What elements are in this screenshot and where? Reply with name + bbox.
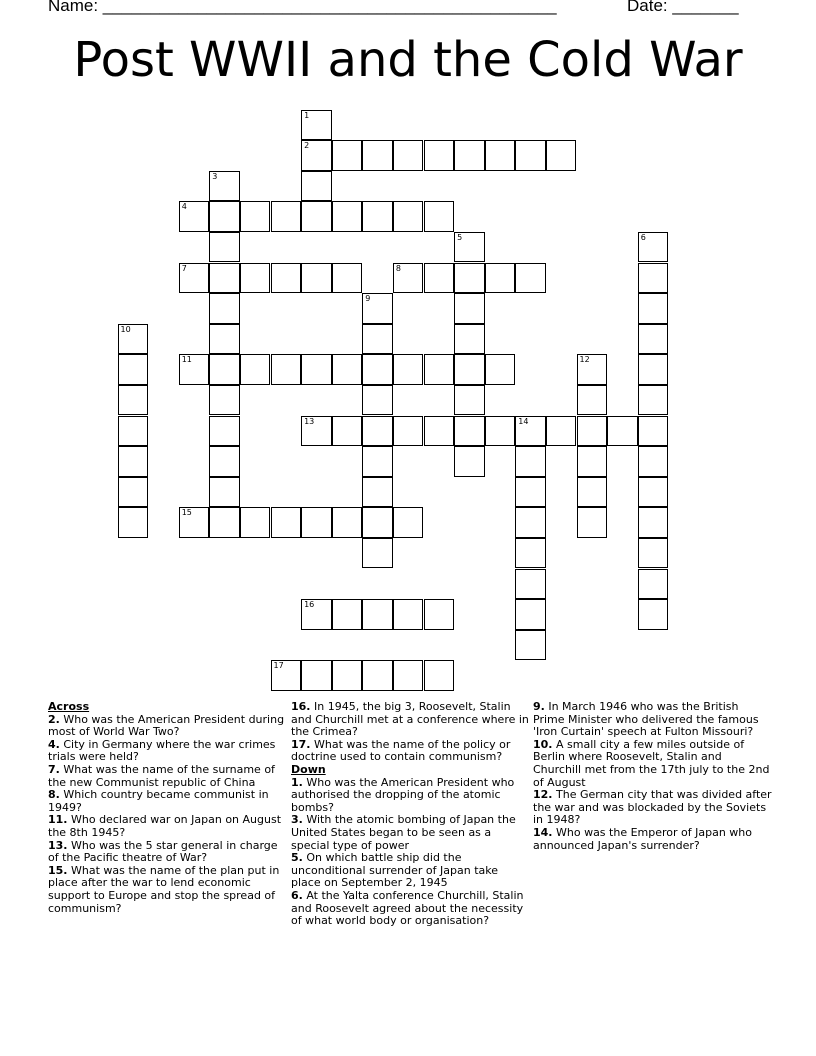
crossword-cell[interactable] [362,599,393,630]
crossword-cell[interactable] [362,477,393,508]
clue-text: What was the name of the surname of the new Communist republic of China [48,762,275,789]
clue-text: What was the name of the policy or doctrine used to contain communism? [291,737,511,764]
clue-number-label: 2. [48,712,60,726]
crossword-cell[interactable] [332,507,363,538]
clue [291,701,531,739]
crossword-cell[interactable] [362,416,393,447]
crossword-cell[interactable] [638,599,669,630]
clue-number-label: 5. [291,851,303,865]
clue-number: 16 [304,600,315,610]
clue-number-label: 16. [291,700,311,713]
crossword-cell[interactable] [515,446,546,477]
down-clue-list [291,777,531,928]
clues-column-1 [48,701,288,915]
clue-text: With the atomic bombing of Japan the United States began to be seen as a special type of power [291,813,516,852]
crossword-cell[interactable] [118,385,149,416]
crossword-cell[interactable] [118,446,149,477]
clue-number-label: 8. [48,788,60,802]
crossword-cell[interactable] [577,477,608,508]
clue [291,739,531,764]
crossword-cell[interactable] [424,263,455,294]
clue [48,840,288,865]
crossword-cell[interactable] [209,477,240,508]
crossword-cell[interactable] [393,599,424,630]
crossword-cell[interactable] [301,507,332,538]
crossword-cell[interactable] [209,171,240,202]
crossword-cell[interactable] [332,416,363,447]
crossword-cell[interactable] [454,416,485,447]
crossword-cell[interactable] [515,569,546,600]
crossword-cell[interactable] [454,354,485,385]
crossword-cell[interactable] [546,140,577,171]
crossword-cell[interactable] [607,416,638,447]
across-clue-list [48,714,288,916]
clue [48,789,288,814]
name-field-label: Name: ________________________________________________ [48,0,557,15]
clue-number: 2 [304,141,310,151]
clue [533,739,773,789]
crossword-cell[interactable] [332,599,363,630]
crossword-cell[interactable] [332,140,363,171]
crossword-cell[interactable] [118,324,149,355]
across-clue-list-continued [291,701,531,764]
crossword-cell[interactable] [577,446,608,477]
crossword-cell[interactable] [577,354,608,385]
crossword-cell[interactable] [424,416,455,447]
crossword-cell[interactable] [179,201,210,232]
crossword-cell[interactable] [638,416,669,447]
crossword-cell[interactable] [515,507,546,538]
across-heading: Across [48,700,90,713]
clue-number-label: 12. [533,788,553,802]
clue [48,865,288,915]
clue-number: 4 [181,202,187,212]
crossword-cell[interactable] [240,201,271,232]
crossword-cell[interactable] [454,446,485,477]
crossword-cell[interactable] [515,140,546,171]
clue-number: 11 [181,355,192,365]
crossword-cell[interactable] [301,660,332,691]
crossword-cell[interactable] [301,110,332,141]
clue-number: 7 [181,263,187,273]
crossword-cell[interactable] [209,385,240,416]
crossword-cell[interactable] [515,416,546,447]
crossword-cell[interactable] [301,171,332,202]
crossword-cell[interactable] [638,293,669,324]
clue-number-label: 7. [48,762,60,776]
crossword-cell[interactable] [638,507,669,538]
clue [48,714,288,739]
crossword-cell[interactable] [271,201,302,232]
crossword-cell[interactable] [485,140,516,171]
crossword-cell[interactable] [638,385,669,416]
date-field-label: Date: _______ [627,0,739,15]
crossword-cell[interactable] [485,354,516,385]
crossword-cell[interactable] [118,507,149,538]
clue-text: A small city a few miles outside of Berlin where Roosevelt, Stalin and Churchill met from the 17th july to the 2nd of August [533,737,770,789]
crossword-cell[interactable] [424,140,455,171]
crossword-cell[interactable] [332,660,363,691]
down-clue-list-continued [533,701,773,852]
crossword-cell[interactable] [577,385,608,416]
crossword-cell[interactable] [638,263,669,294]
crossword-cell[interactable] [209,232,240,263]
crossword-cell[interactable] [332,354,363,385]
clue-number: 14 [518,416,529,426]
clue [48,739,288,764]
crossword-cell[interactable] [301,140,332,171]
crossword-cell[interactable] [179,507,210,538]
clue [48,814,288,839]
clue-number-label: 13. [48,838,68,852]
crossword-cell[interactable] [209,354,240,385]
clue-text: The German city that was divided after the war and was blockaded by the Soviets in 1948? [533,788,772,827]
clue-number-label: 6. [291,888,303,902]
crossword-cell[interactable] [638,324,669,355]
crossword-cell[interactable] [362,293,393,324]
crossword-cell[interactable] [362,507,393,538]
crossword-cell[interactable] [515,263,546,294]
crossword-cell[interactable] [332,201,363,232]
crossword-cell[interactable] [362,324,393,355]
crossword-cell[interactable] [209,324,240,355]
crossword-cell[interactable] [301,263,332,294]
clue-number: 12 [579,355,590,365]
clues-column-3 [533,701,773,852]
crossword-cell[interactable] [424,354,455,385]
crossword-cell[interactable] [454,140,485,171]
crossword-cell[interactable] [546,416,577,447]
crossword-cell[interactable] [424,599,455,630]
crossword-cell[interactable] [209,293,240,324]
crossword-cell[interactable] [301,599,332,630]
crossword-cell[interactable] [485,263,516,294]
crossword-cell[interactable] [301,201,332,232]
clue-number: 15 [181,508,192,518]
crossword-cell[interactable] [209,446,240,477]
clue [533,827,773,852]
crossword-cell[interactable] [638,354,669,385]
clue-number-label: 1. [291,775,303,789]
crossword-cell[interactable] [393,416,424,447]
crossword-cell[interactable] [240,354,271,385]
clue-number: 9 [365,294,371,304]
crossword-cell[interactable] [577,507,608,538]
clue [291,814,531,852]
crossword-cell[interactable] [209,507,240,538]
clue-text: In March 1946 who was the British Prime Minister who delivered the famous 'Iron Curtain' speech at Fulton Missouri? [533,700,759,739]
clue [48,764,288,789]
clue-number: 8 [395,263,401,273]
crossword-cell[interactable] [638,477,669,508]
crossword-cell[interactable] [271,354,302,385]
crossword-cell[interactable] [454,263,485,294]
clue-number-label: 14. [533,825,553,839]
crossword-cell[interactable] [118,477,149,508]
crossword-cell[interactable] [424,201,455,232]
clue-number-label: 10. [533,737,553,751]
crossword-cell[interactable] [454,324,485,355]
clues-column-2 [291,701,531,928]
crossword-cell[interactable] [454,293,485,324]
clue-number: 6 [640,232,646,242]
crossword-cell[interactable] [393,354,424,385]
crossword-cell[interactable] [638,446,669,477]
clue-text: At the Yalta conference Churchill, Stalin and Roosevelt agreed about the necessity of what world body or organisation? [291,888,524,928]
crossword-cell[interactable] [393,201,424,232]
crossword-cell[interactable] [362,660,393,691]
clue-number: 13 [304,416,315,426]
crossword-cell[interactable] [118,354,149,385]
crossword-cell[interactable] [362,538,393,569]
clue [291,777,531,815]
clue-text: Who was the American President who authorised the dropping of the atomic bombs? [291,775,515,814]
crossword-cell[interactable] [332,263,363,294]
clue-number: 17 [273,661,284,671]
clue-number: 1 [304,110,310,120]
clue-text: Who was the American President during most of World War Two? [48,712,285,739]
clue-text: Who was the 5 star general in charge of the Pacific theatre of War? [48,838,278,865]
crossword-cell[interactable] [209,263,240,294]
clue-number-label: 4. [48,737,60,751]
clue-number: 10 [120,324,131,334]
clue-text: What was the name of the plan put in place after the war to lend economic support to Europe and stop the spread of communism? [48,863,280,915]
crossword-cell[interactable] [638,232,669,263]
crossword-cell[interactable] [485,416,516,447]
crossword-cell[interactable] [271,660,302,691]
crossword-cell[interactable] [362,201,393,232]
crossword-cell[interactable] [577,416,608,447]
crossword-cell[interactable] [179,263,210,294]
crossword-cell[interactable] [515,538,546,569]
crossword-cell[interactable] [515,630,546,661]
clue-text: In 1945, the big 3, Roosevelt, Stalin and Churchill met at a conference where in the Crimea? [291,700,529,739]
crossword-cell[interactable] [209,201,240,232]
clue-number-label: 11. [48,813,68,827]
crossword-cell[interactable] [393,507,424,538]
crossword-cell[interactable] [240,263,271,294]
crossword-cell[interactable] [638,538,669,569]
crossword-cell[interactable] [362,354,393,385]
clue [533,701,773,739]
clue-number-label: 9. [533,700,545,713]
crossword-cell[interactable] [362,385,393,416]
crossword-cell[interactable] [179,354,210,385]
crossword-cell[interactable] [424,660,455,691]
crossword-cell[interactable] [362,140,393,171]
clue-text: On which battle ship did the unconditional surrender of Japan take place on September 2, 1945 [291,851,498,890]
clue-text: Who was the Emperor of Japan who announced Japan's surrender? [533,825,753,852]
crossword-cell[interactable] [393,660,424,691]
crossword-cell[interactable] [362,446,393,477]
clue [291,852,531,890]
crossword-cell[interactable] [454,385,485,416]
clue-number: 5 [457,232,463,242]
clue [291,890,531,928]
crossword-cell[interactable] [271,263,302,294]
clue-number: 3 [212,171,218,181]
clue-text: City in Germany where the war crimes trials were held? [48,737,276,764]
crossword-cell[interactable] [118,416,149,447]
crossword-cell[interactable] [515,477,546,508]
clue-text: Who declared war on Japan on August the 8th 1945? [48,813,282,839]
clue-text: Which country became communist in 1949? [48,788,269,814]
crossword-cell[interactable] [240,507,271,538]
clue [533,789,773,827]
crossword-cell[interactable] [393,140,424,171]
clue-number-label: 15. [48,863,68,877]
crossword-cell[interactable] [638,569,669,600]
crossword-cell[interactable] [393,263,424,294]
crossword-cell[interactable] [454,232,485,263]
crossword-cell[interactable] [301,354,332,385]
clue-number-label: 17. [291,737,311,751]
crossword-cell[interactable] [301,416,332,447]
clue-number-label: 3. [291,813,303,827]
crossword-cell[interactable] [515,599,546,630]
down-heading: Down [291,762,326,776]
crossword-cell[interactable] [271,507,302,538]
crossword-cell[interactable] [209,416,240,447]
page-title: Post WWII and the Cold War [73,32,743,88]
